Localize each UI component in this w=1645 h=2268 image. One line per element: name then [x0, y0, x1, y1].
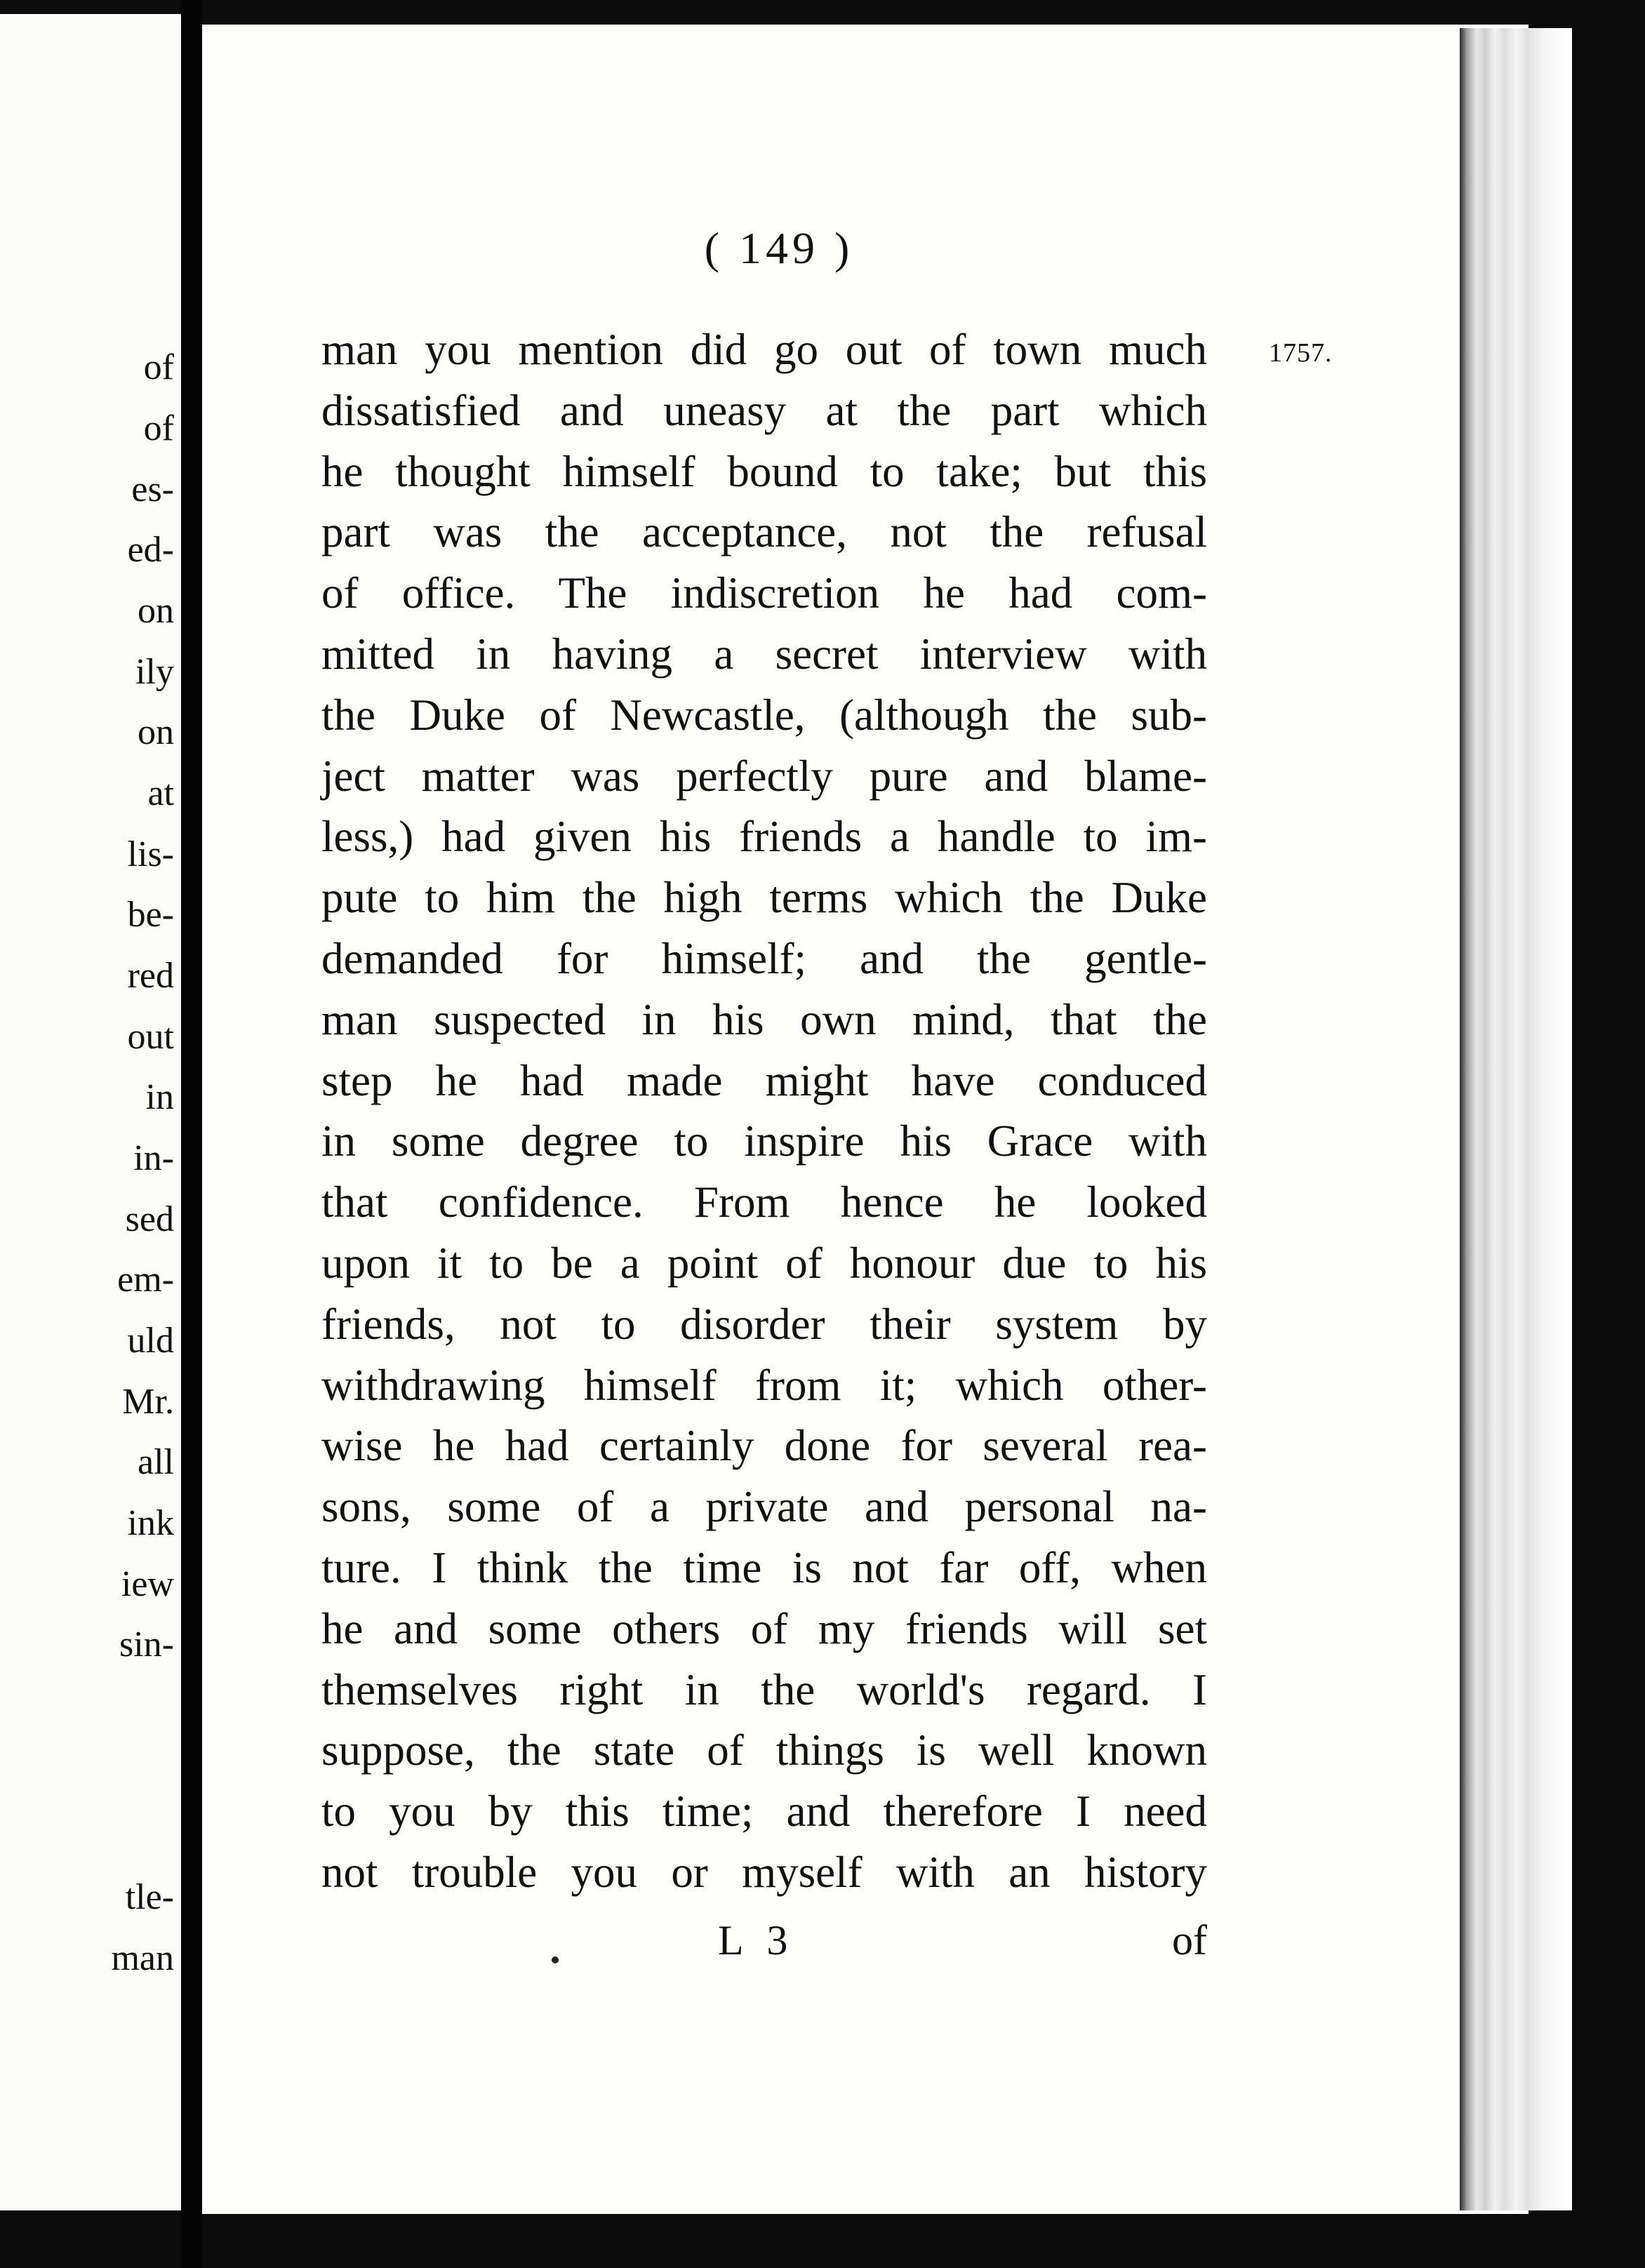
left-page-line-end: uld — [127, 1321, 174, 1361]
text-line: wise he had certainly done for several rea- — [321, 1421, 1207, 1471]
text-line: themselves right in the world's regard. I — [321, 1665, 1207, 1714]
left-page-line-end: iew — [121, 1564, 174, 1604]
text-line: of office. The indiscretion he had com- — [321, 568, 1207, 618]
left-page-line-end: sed — [125, 1199, 174, 1239]
signature-mark: L 3 — [718, 1917, 795, 1963]
left-page-line-end: man — [111, 1938, 174, 1978]
left-page-line-end: on — [138, 591, 174, 631]
ink-speck — [552, 1956, 559, 1963]
left-page-line-end: of — [143, 347, 174, 387]
text-line: suppose, the state of things is well known — [321, 1726, 1207, 1775]
left-page-line-end: be- — [127, 895, 174, 935]
text-line: part was the acceptance, not the refusal — [321, 507, 1207, 557]
left-page-line-end: ed- — [127, 530, 174, 570]
text-line: step he had made might have conduced — [321, 1055, 1207, 1105]
left-page-line-end: at — [147, 773, 174, 813]
left-page-line-end: red — [127, 956, 174, 996]
text-line: pute to him the high terms which the Duke — [321, 873, 1207, 923]
left-page-line-end: tle- — [125, 1877, 174, 1917]
page-edge — [1460, 28, 1572, 2210]
footer-line — [321, 1909, 1207, 1972]
text-line: demanded for himself; and the gentle- — [321, 933, 1207, 983]
text-line: he and some others of my friends will set — [321, 1603, 1207, 1653]
left-page-line-end: ink — [127, 1503, 174, 1543]
text-line: dissatisfied and uneasy at the part which — [321, 385, 1207, 435]
text-line: mitted in having a secret interview with — [321, 629, 1207, 679]
left-page-line-end: sin- — [119, 1625, 174, 1665]
left-page-line-end: es- — [131, 469, 174, 509]
text-line: ture. I think the time is not far off, when — [321, 1542, 1207, 1592]
text-line: man suspected in his own mind, that the — [321, 994, 1207, 1044]
text-line: the Duke of Newcastle, (although the sub- — [321, 690, 1207, 740]
text-line: that confidence. From hence he looked — [321, 1178, 1207, 1227]
book-gutter — [181, 0, 202, 2268]
text-line: man you mention did go out of town much — [321, 325, 1207, 374]
left-page-line-end: in — [145, 1077, 174, 1117]
text-line: friends, not to disorder their system by — [321, 1299, 1207, 1349]
left-page-line-end: em- — [117, 1260, 174, 1300]
previous-page-fragment — [0, 14, 181, 2210]
left-page-line-end: of — [143, 408, 174, 448]
left-page-line-end: on — [138, 712, 174, 752]
text-line: less,) had given his friends a handle to im- — [321, 812, 1207, 862]
text-line: upon it to be a point of honour due to his — [321, 1238, 1207, 1288]
text-line: he thought himself bound to take; but this — [321, 446, 1207, 496]
left-page-line-end: Mr. — [122, 1382, 174, 1422]
left-page-line-end: lis- — [127, 834, 174, 874]
body-text — [321, 319, 1207, 1903]
margin-year-note: 1757. — [1269, 338, 1333, 368]
text-line: sons, some of a private and personal na- — [321, 1482, 1207, 1532]
left-page-line-end: out — [127, 1017, 174, 1057]
text-line: ject matter was perfectly pure and blame- — [321, 751, 1207, 801]
left-page-line-end: all — [138, 1442, 174, 1482]
left-page-line-end: in- — [133, 1138, 174, 1178]
text-line: in some degree to inspire his Grace with — [321, 1116, 1207, 1166]
text-line: to you by this time; and therefore I need — [321, 1787, 1207, 1836]
text-line: withdrawing himself from it; which other- — [321, 1360, 1207, 1410]
page-number-header: ( 149 ) — [704, 223, 854, 273]
catchword: of — [1172, 1917, 1207, 1963]
left-page-line-end: ily — [135, 652, 174, 692]
text-line: not trouble you or myself with an history — [321, 1847, 1207, 1897]
